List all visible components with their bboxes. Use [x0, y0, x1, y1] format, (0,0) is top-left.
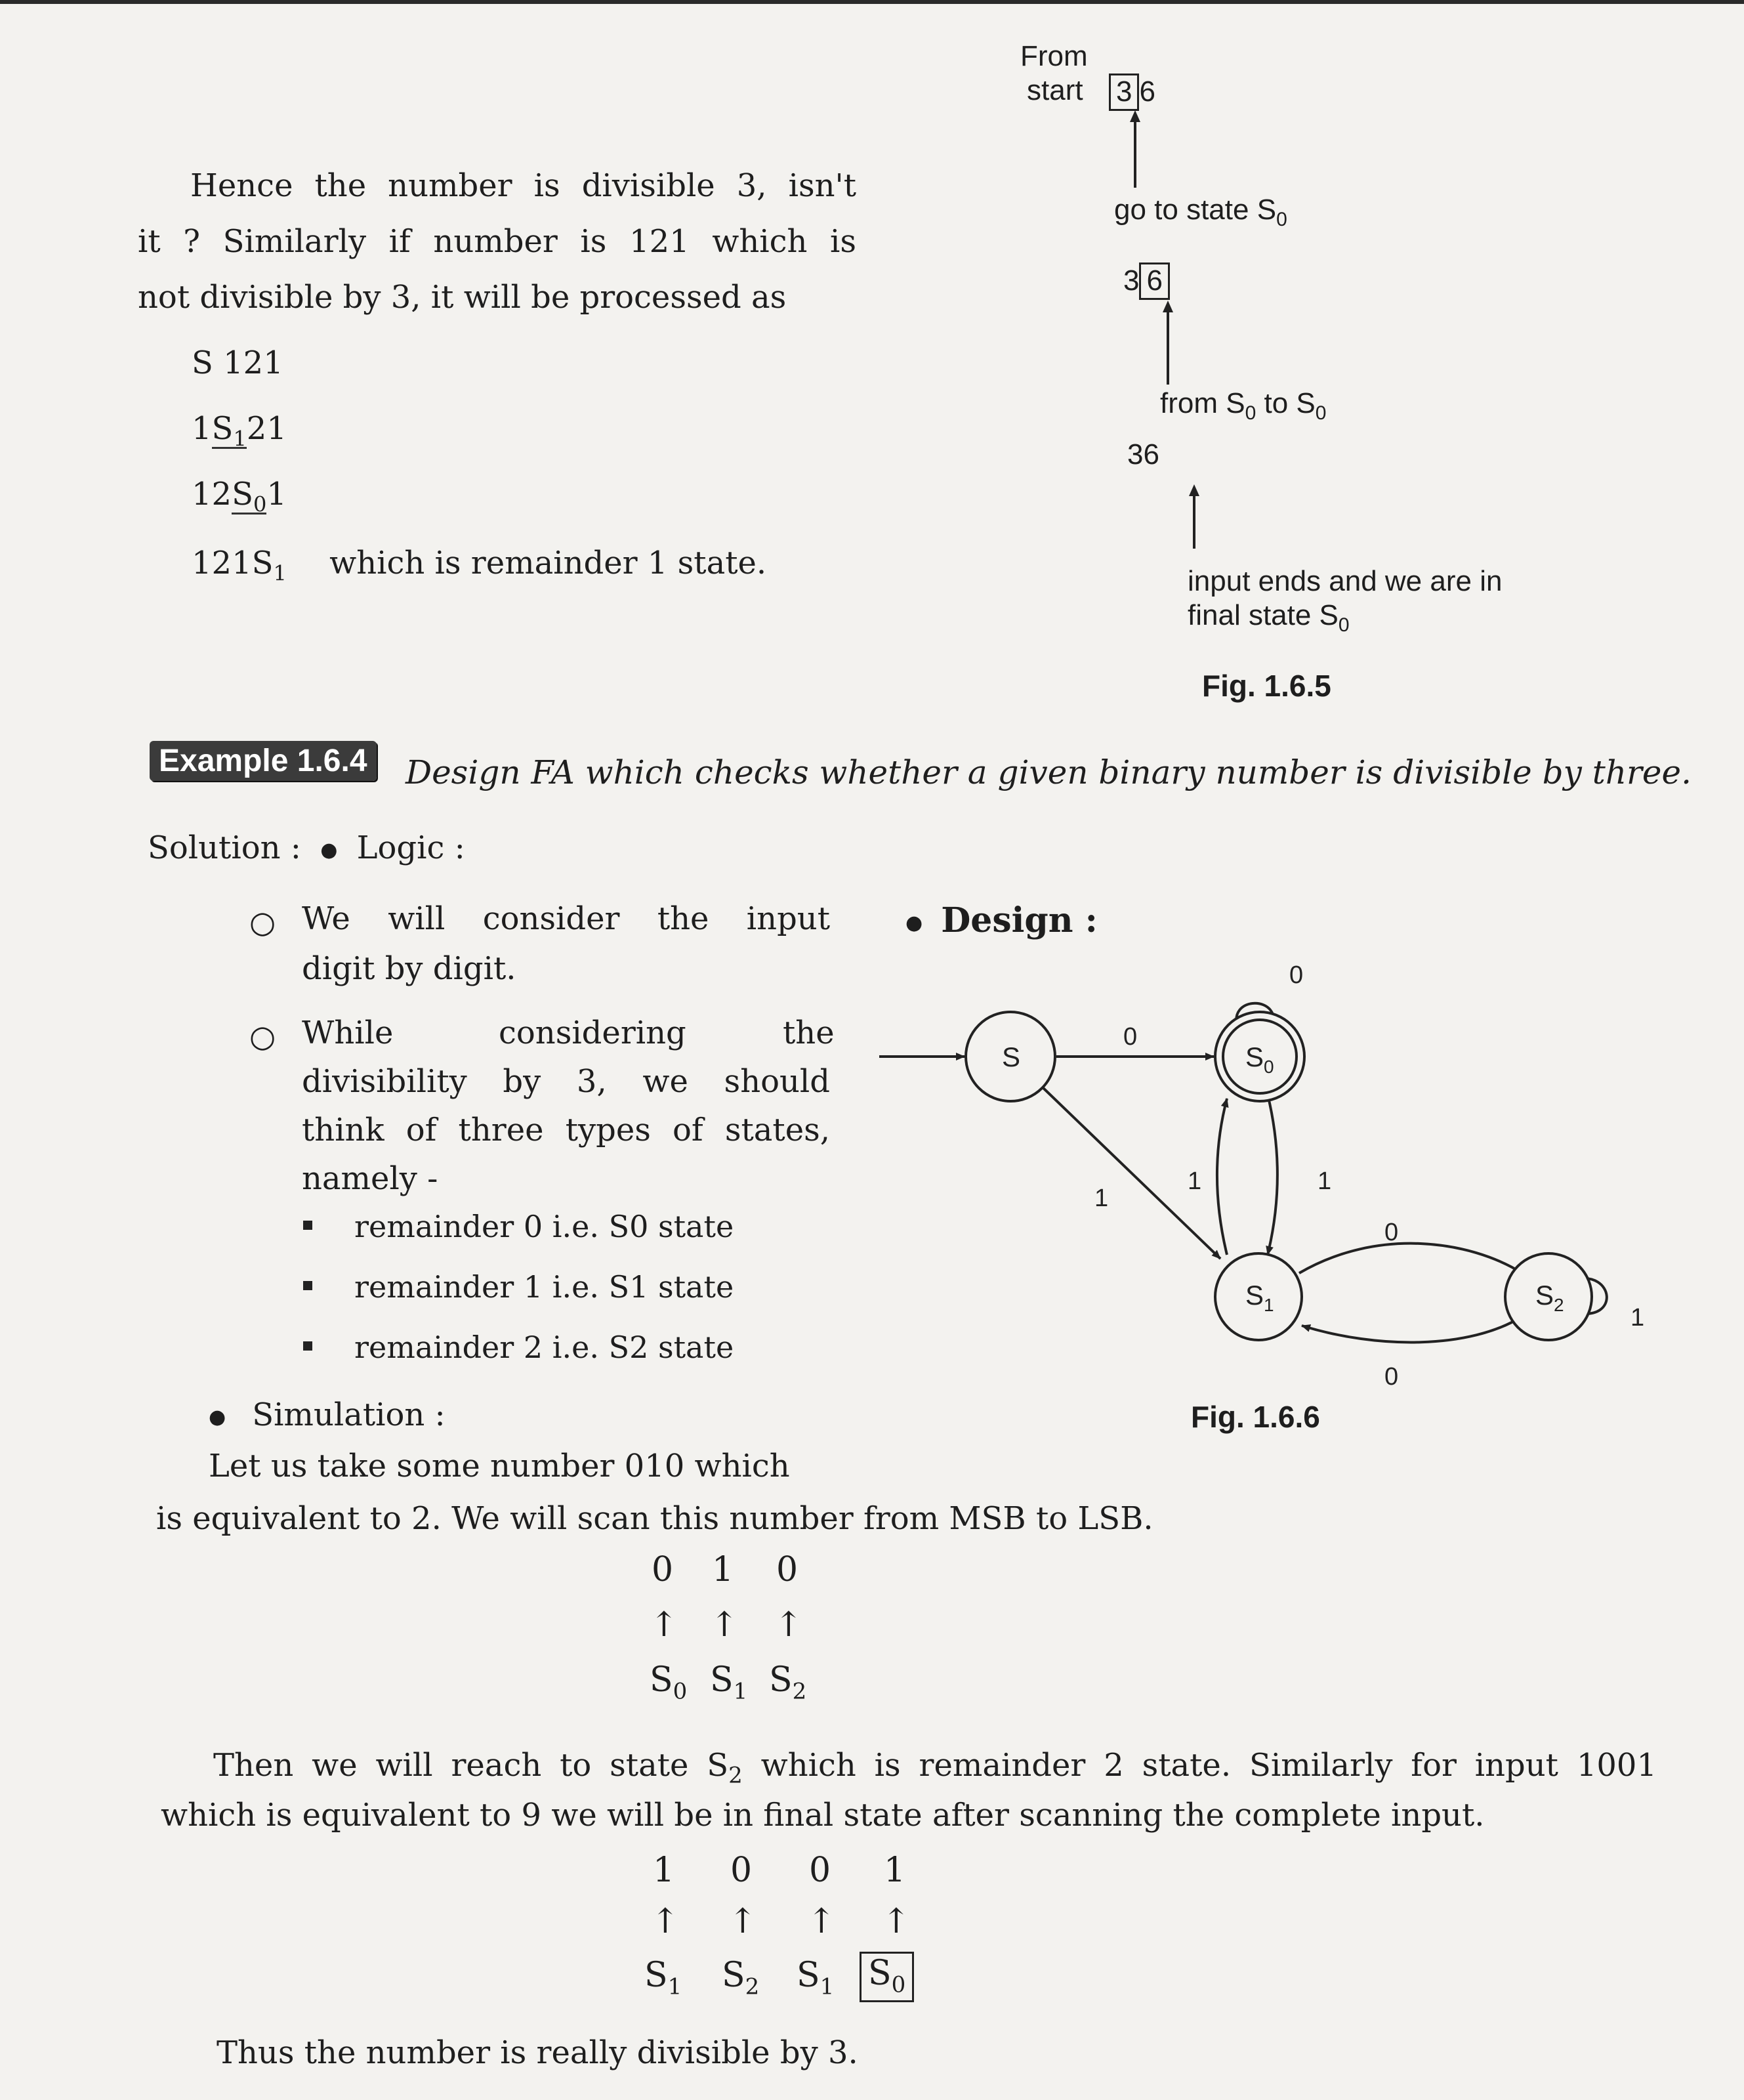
bullet-1-line-2: digit by digit. [302, 950, 516, 987]
sub-bullet-3-marker [303, 1341, 312, 1351]
edge-s2-to-s1 [1302, 1316, 1522, 1342]
step-3: $12S_01$ [192, 476, 287, 517]
state-s0-label: $S_0$ [1245, 1041, 1274, 1077]
para-line-2: it ? Similarly if number is 121 which is [138, 223, 856, 260]
fa-state-diagram [866, 932, 1667, 1431]
fig166-caption: Fig. 1.6.6 [1191, 1400, 1320, 1434]
label-s2-to-s1: 0 [1384, 1363, 1399, 1391]
label-s-to-s0: 0 [1123, 1023, 1138, 1051]
sub-item-2: remainder 1 i.e. S1 state [354, 1269, 734, 1305]
simulation-line-1: Let us take some number 010 which [209, 1448, 790, 1484]
label-s2-loop: 1 [1630, 1304, 1645, 1332]
bullet-2-marker: ○ [249, 1018, 276, 1054]
edge-s1-to-s0 [1217, 1099, 1227, 1255]
top-rule [0, 0, 1744, 4]
fig165-arrow-3 [1174, 484, 1214, 550]
label-s1-to-s0: 1 [1188, 1167, 1202, 1195]
solution-label: Solution : ● Logic : [148, 830, 465, 866]
fig165-note-1: go to state $S_0$ [1114, 194, 1287, 230]
fig165-from-start: From start [1020, 40, 1088, 106]
step-4: $121S_1$ which is remainder 1 state. [192, 545, 767, 586]
fig165-box-2: 3 6 [1123, 262, 1170, 300]
state-s1-label: $S_1$ [1245, 1280, 1274, 1315]
final-state-box: $S_0$ [860, 1952, 914, 2002]
fig165-box-1: 3 6 [1109, 74, 1155, 111]
label-s-to-s1: 1 [1094, 1185, 1109, 1212]
label-s0-to-s1: 1 [1318, 1167, 1332, 1195]
fig165-note-2: from $S_0$ to $S_0$ [1160, 387, 1327, 424]
simulation-line-2: is equivalent to 2. We will scan this number from MSB to LSB. [156, 1500, 1153, 1537]
design-label: ● Design : [905, 900, 1098, 940]
fig165-caption: Fig. 1.6.5 [1202, 669, 1331, 703]
label-s1-to-s2: 0 [1384, 1219, 1399, 1246]
sub-item-3: remainder 2 i.e. S2 state [354, 1330, 734, 1365]
bullet-1-line-1: We will consider the input [302, 900, 830, 937]
bullet-2-line-2: divisibility by 3, we should [302, 1063, 830, 1100]
example-tag: Example 1.6.4 [150, 743, 377, 779]
fig165-note-3: input ends and we are in final state $S_0$ [1188, 565, 1503, 636]
fig165-arrow-2 [1148, 301, 1188, 386]
bullet-1-marker: ○ [249, 904, 276, 940]
para2-line-1: Then we will reach to state $S_2$ which is remainder 2 state. Similarly for input 1001 [213, 1747, 1657, 1789]
para-line-3: not divisible by 3, it will be processed as [138, 279, 787, 316]
label-s0-loop: 0 [1289, 961, 1304, 989]
para-line-1: Hence the number is divisible 3, isn't [190, 167, 856, 204]
conclusion: Thus the number is really divisible by 3. [217, 2034, 858, 2071]
bullet-2-line-3: think of three types of states, [302, 1112, 830, 1148]
sub-bullet-2-marker [303, 1281, 312, 1290]
para2-line-2: which is equivalent to 9 we will be in final state after scanning the complete input. [161, 1797, 1485, 1834]
example-text: Design FA which checks whether a given binary number is divisible by three. [405, 753, 1692, 791]
sub-item-1: remainder 0 i.e. S0 state [354, 1209, 734, 1244]
simulation-heading: ● Simulation : [209, 1396, 446, 1433]
fig165-arrow-1 [1115, 110, 1155, 189]
state-s2-label: $S_2$ [1535, 1280, 1564, 1315]
state-s-label: S [1002, 1041, 1021, 1072]
edge-s1-to-s2 [1299, 1244, 1522, 1273]
edge-s0-to-s1 [1268, 1095, 1277, 1255]
bullet-2-line-4: namely - [302, 1160, 438, 1197]
fig165-number: 36 [1127, 438, 1159, 471]
step-1: S 121 [192, 345, 283, 381]
bullet-2-line-1: While considering the [302, 1015, 835, 1051]
step-2: $1S_121$ [192, 410, 287, 452]
sub-bullet-1-marker [303, 1221, 312, 1230]
